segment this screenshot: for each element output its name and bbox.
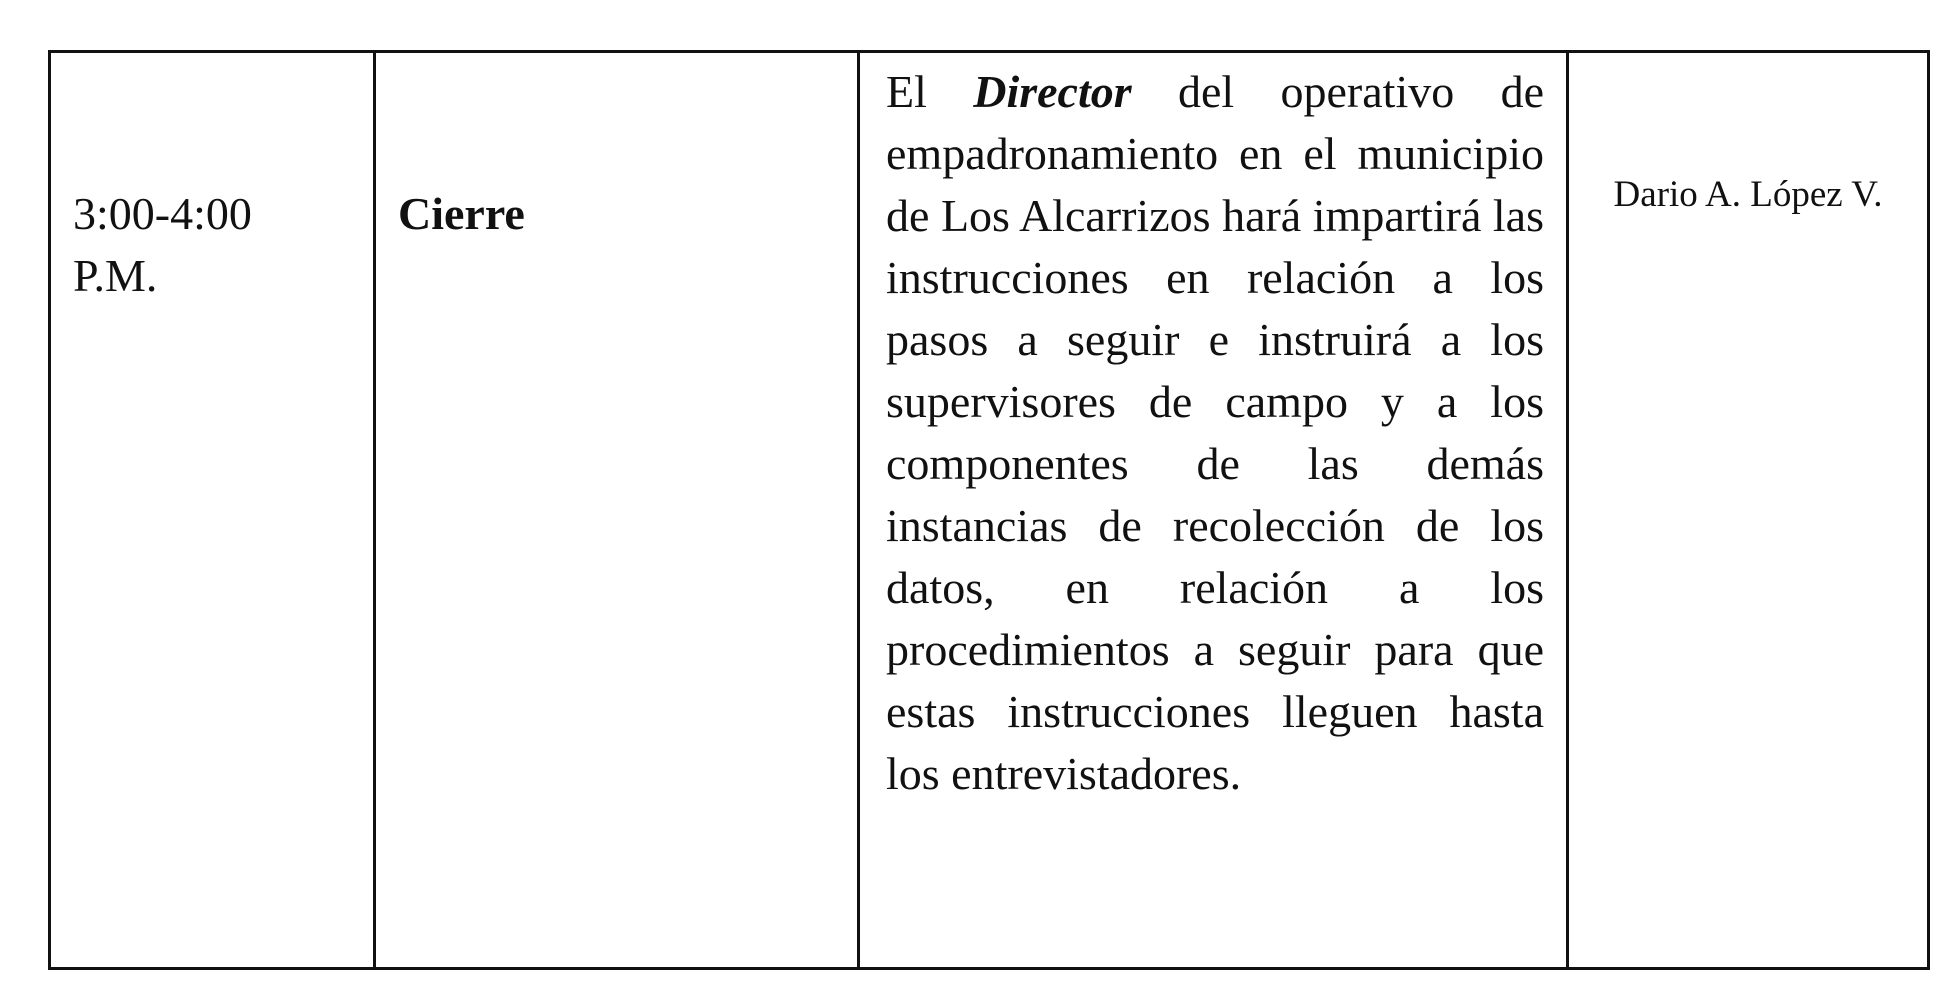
description-role: Director [973,66,1132,117]
time-range: 3:00-4:00 P.M. [73,188,252,301]
time-cell [50,52,375,969]
description-cell [859,52,1568,969]
schedule-table [48,50,1930,970]
description-lead: El [886,66,974,117]
responsible-cell [1568,52,1929,969]
responsible-person: Dario A. López V. [1613,174,1883,215]
activity-description [860,53,1566,805]
table-row [50,52,1929,969]
activity-cell [375,52,859,969]
activity-name: Cierre [398,188,525,239]
description-body: del operativo de empadronamiento en el municipio de Los Alcarrizos hará impartirá las instrucciones en relación a los pasos a seguir e instruirá a los supervisores de campo y a los componentes de las demás instancias de recolección de los datos, en relación a los procedimientos a seguir para que estas instrucciones lleguen hasta los entrevistadores. [886,66,1544,799]
